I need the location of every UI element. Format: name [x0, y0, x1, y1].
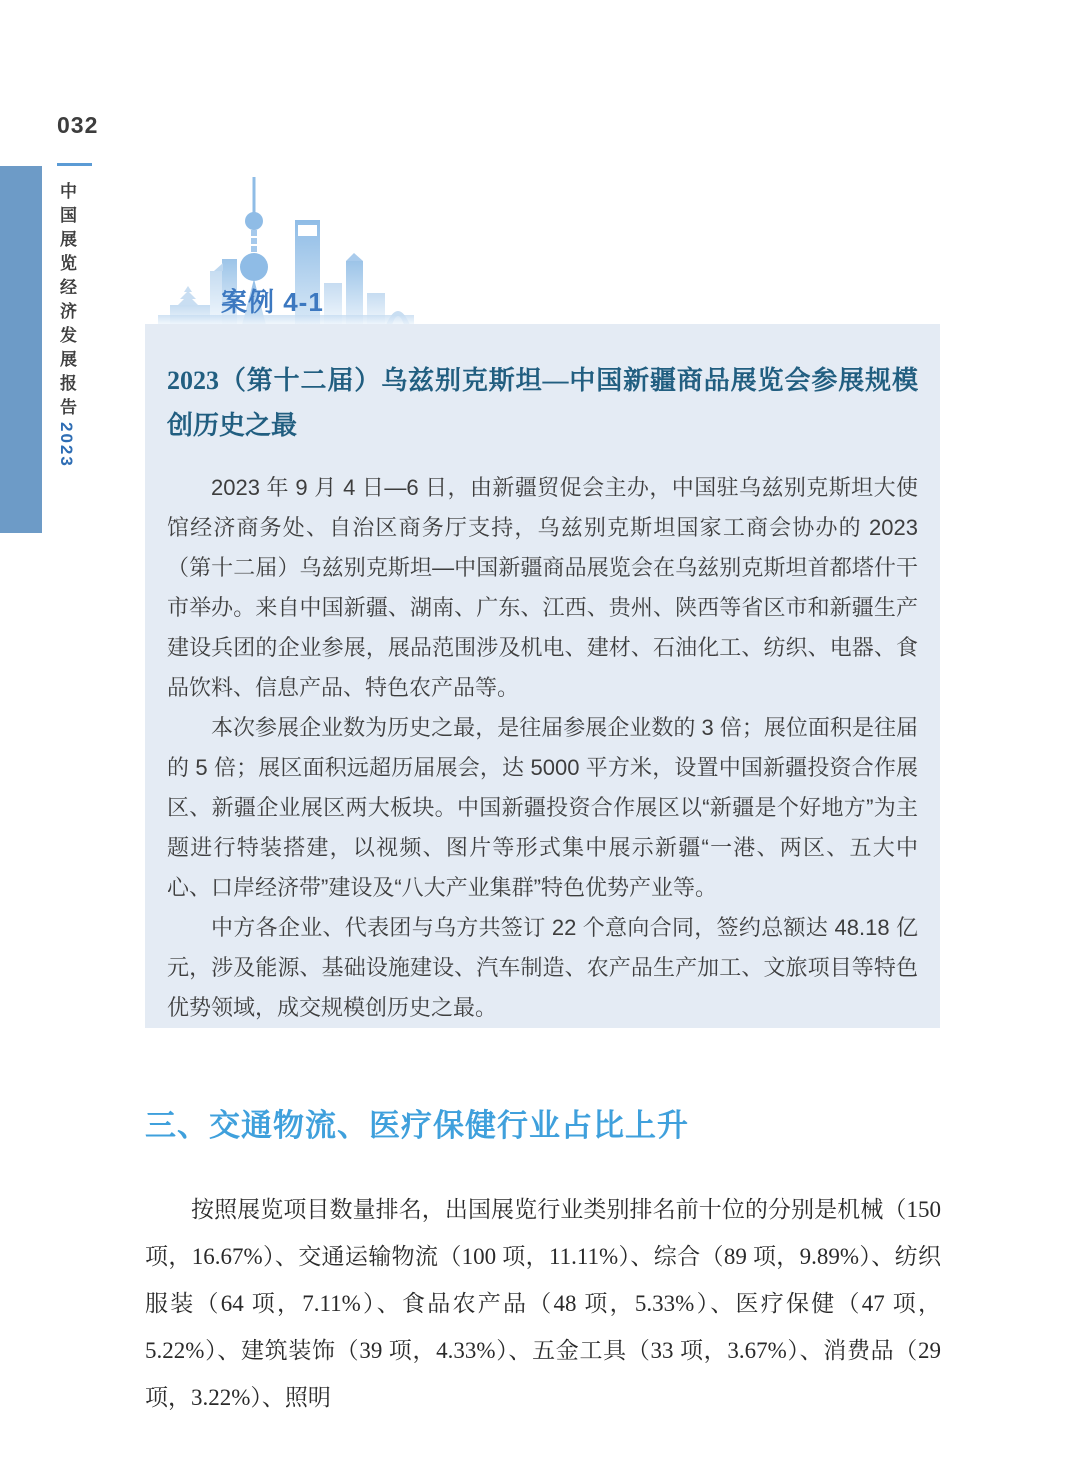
case-label: 案例 4-1 [221, 287, 324, 317]
case-paragraph-2: 本次参展企业数为历史之最，是往届参展企业数的 3 倍；展位面积是往届的 5 倍；展区面积远超历届展会，达 5000 平方米，设置中国新疆投资合作展区、新疆企业展区两大板块。中国新疆投资合作展区以“新疆是个好地方”为主题进行特装搭建，以视频、图片等形式集中展示新疆“一港、两区、五大中心、口岸经济带”建设及“八大产业集群”特色优势产业等。 [167, 715, 918, 900]
left-accent-bar [0, 166, 42, 533]
section-heading: 三、交通物流、医疗保健行业占比上升 [145, 1108, 689, 1143]
case-study-box [145, 324, 940, 1028]
case-body [167, 468, 918, 1028]
sidebar-title-text: 中国展览经济发展报告 [57, 182, 76, 422]
case-paragraph-3: 中方各企业、代表团与乌方共签订 22 个意向合同，签约总额达 48.18 亿元，涉及能源、基础设施建设、汽车制造、农产品生产加工、文旅项目等特色优势领域，成交规模创历史之最。 [167, 915, 918, 1020]
case-title: 2023（第十二届）乌兹别克斯坦—中国新疆商品展览会参展规模创历史之最 [167, 366, 918, 440]
page-number: 032 [57, 112, 99, 138]
page-number-divider [57, 163, 92, 166]
section-paragraph: 按照展览项目数量排名，出国展览行业类别排名前十位的分别是机械（150 项，16.67%）、交通运输物流（100 项，11.11%）、综合（89 项，9.89%）、纺织服装（64 项，7.11%）、食品农产品（48 项，5.33%）、医疗保健（47 项，5.22%）、建筑装饰（39 项，4.33%）、五金工具（33 项，3.67%）、消费品（29 项，3.22%）、照明 [145, 1197, 941, 1410]
case-paragraph-1: 2023 年 9 月 4 日—6 日，由新疆贸促会主办，中国驻乌兹别克斯坦大使馆经济商务处、自治区商务厅支持，乌兹别克斯坦国家工商会协办的 2023（第十二届）乌兹别克斯坦—中国新疆商品展览会在乌兹别克斯坦首都塔什干市举办。来自中国新疆、湖南、广东、江西、贵州、陕西等省区市和新疆生产建设兵团的企业参展，展品范围涉及机电、建材、石油化工、纺织、电器、食品饮料、信息产品、特色农产品等。 [167, 475, 918, 700]
sidebar-year-text: 2023 [57, 422, 76, 468]
sidebar-report-title [54, 182, 79, 468]
